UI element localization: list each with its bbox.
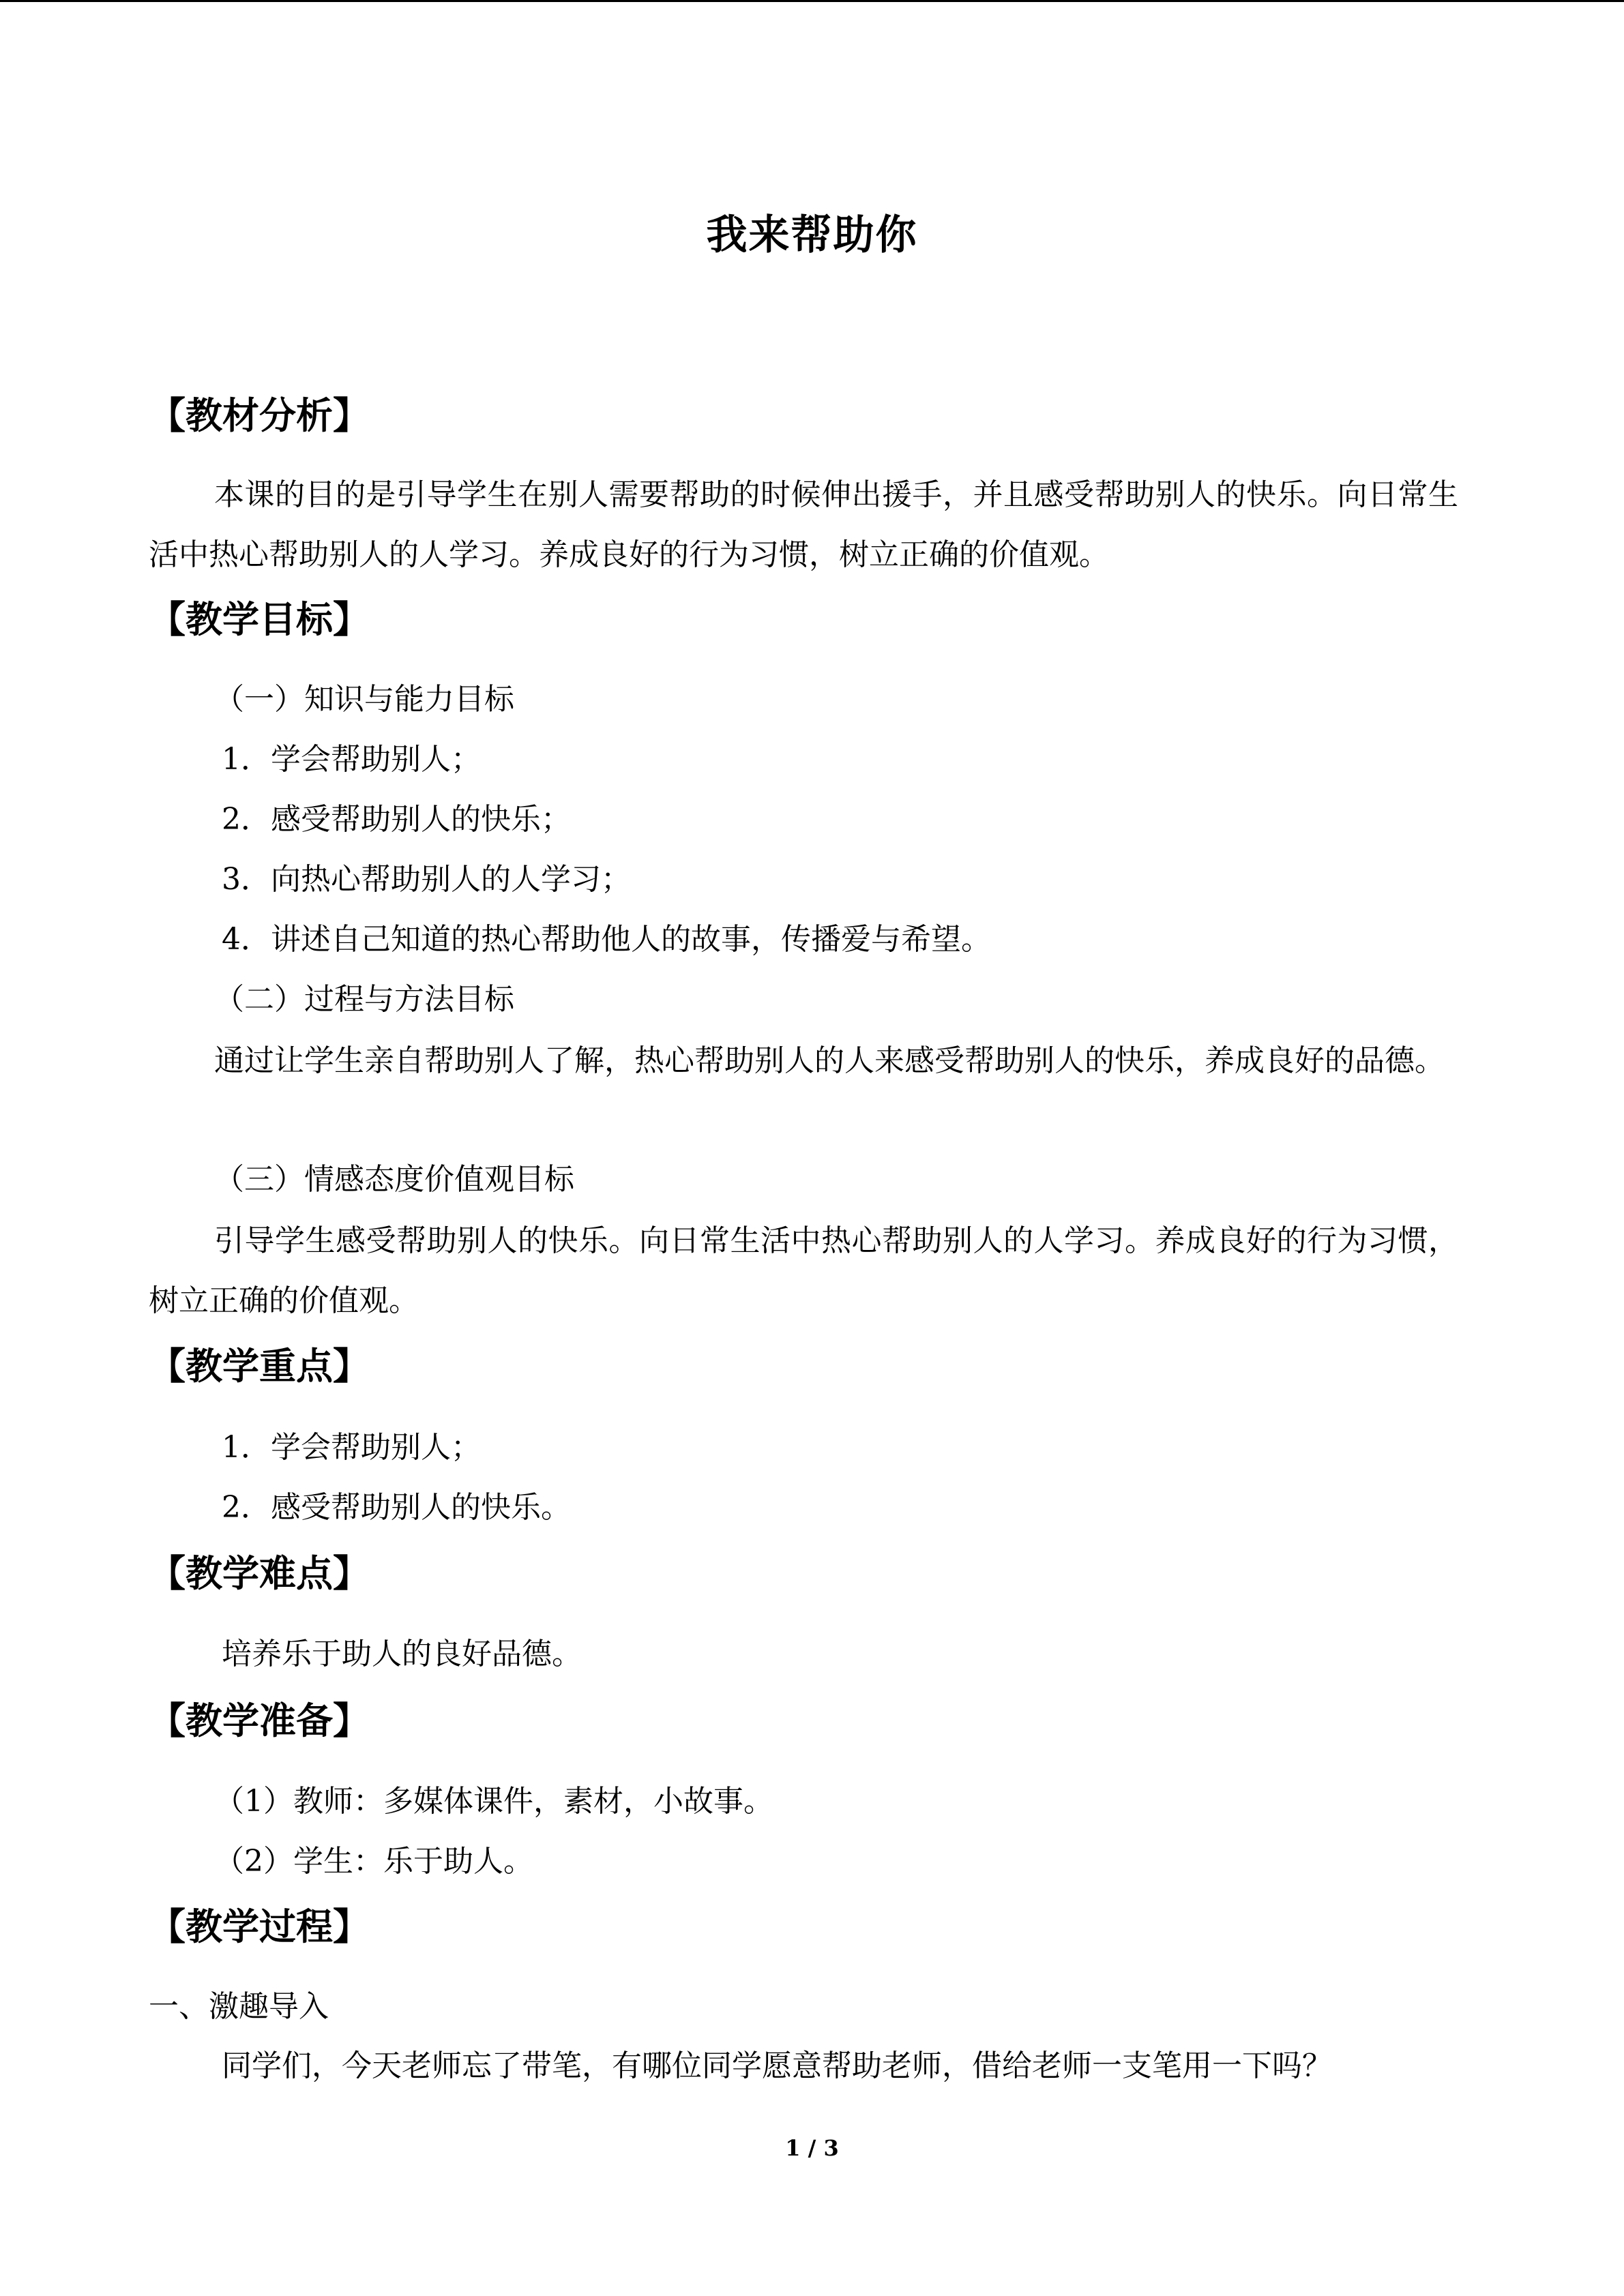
goals-subheading-2: （二）过程与方法目标 bbox=[214, 982, 514, 1017]
goal-item: 4．讲述自己知道的热心帮助他人的故事，传播爱与希望。 bbox=[222, 922, 991, 957]
difficulties-text: 培养乐于助人的良好品德。 bbox=[222, 1637, 582, 1671]
preparation-item: （2）学生：乐于助人。 bbox=[214, 1844, 533, 1879]
heading-teaching-goals: 【教学目标】 bbox=[149, 597, 370, 641]
goal-item: 3．向热心帮助别人的人学习； bbox=[222, 862, 631, 897]
goals-sub3-paragraph: 引导学生感受帮助别人的快乐。向日常生活中热心帮助别人的人学习。养成良好的行为习惯，树立正确的价值观。 bbox=[149, 1223, 1458, 1318]
page-number: 1 / 3 bbox=[785, 2135, 839, 2161]
key-point-item: 1．学会帮助别人； bbox=[222, 1430, 481, 1465]
process-step-1-text: 同学们，今天老师忘了带笔，有哪位同学愿意帮助老师，借给老师一支笔用一下吗？ bbox=[222, 2048, 1332, 2083]
goals-subheading-1: （一）知识与能力目标 bbox=[214, 682, 514, 717]
goal-item: 2．感受帮助别人的快乐； bbox=[222, 802, 571, 837]
process-step-1: 一、激趣导入 bbox=[149, 1989, 329, 2024]
heading-preparation: 【教学准备】 bbox=[149, 1699, 370, 1742]
key-point-item: 2．感受帮助别人的快乐。 bbox=[222, 1490, 571, 1525]
heading-teaching-process: 【教学过程】 bbox=[149, 1905, 370, 1948]
analysis-paragraph: 本课的目的是引导学生在别人需要帮助的时候伸出援手，并且感受帮助别人的快乐。向日常生活中热心帮助别人的人学习。养成良好的行为习惯，树立正确的价值观。 bbox=[149, 477, 1458, 572]
heading-textbook-analysis: 【教材分析】 bbox=[149, 393, 370, 437]
heading-key-points: 【教学重点】 bbox=[149, 1344, 370, 1388]
goal-item: 1．学会帮助别人； bbox=[222, 742, 481, 777]
document-title: 我来帮助你 bbox=[706, 211, 918, 259]
page-top-border bbox=[0, 0, 1624, 2]
goals-sub2-paragraph: 通过让学生亲自帮助别人了解，热心帮助别人的人来感受帮助别人的快乐，养成良好的品德。 bbox=[214, 1043, 1445, 1078]
goals-subheading-3: （三）情感态度价值观目标 bbox=[214, 1162, 574, 1197]
heading-difficulties: 【教学难点】 bbox=[149, 1551, 370, 1595]
preparation-item: （1）教师：多媒体课件，素材，小故事。 bbox=[214, 1784, 773, 1819]
